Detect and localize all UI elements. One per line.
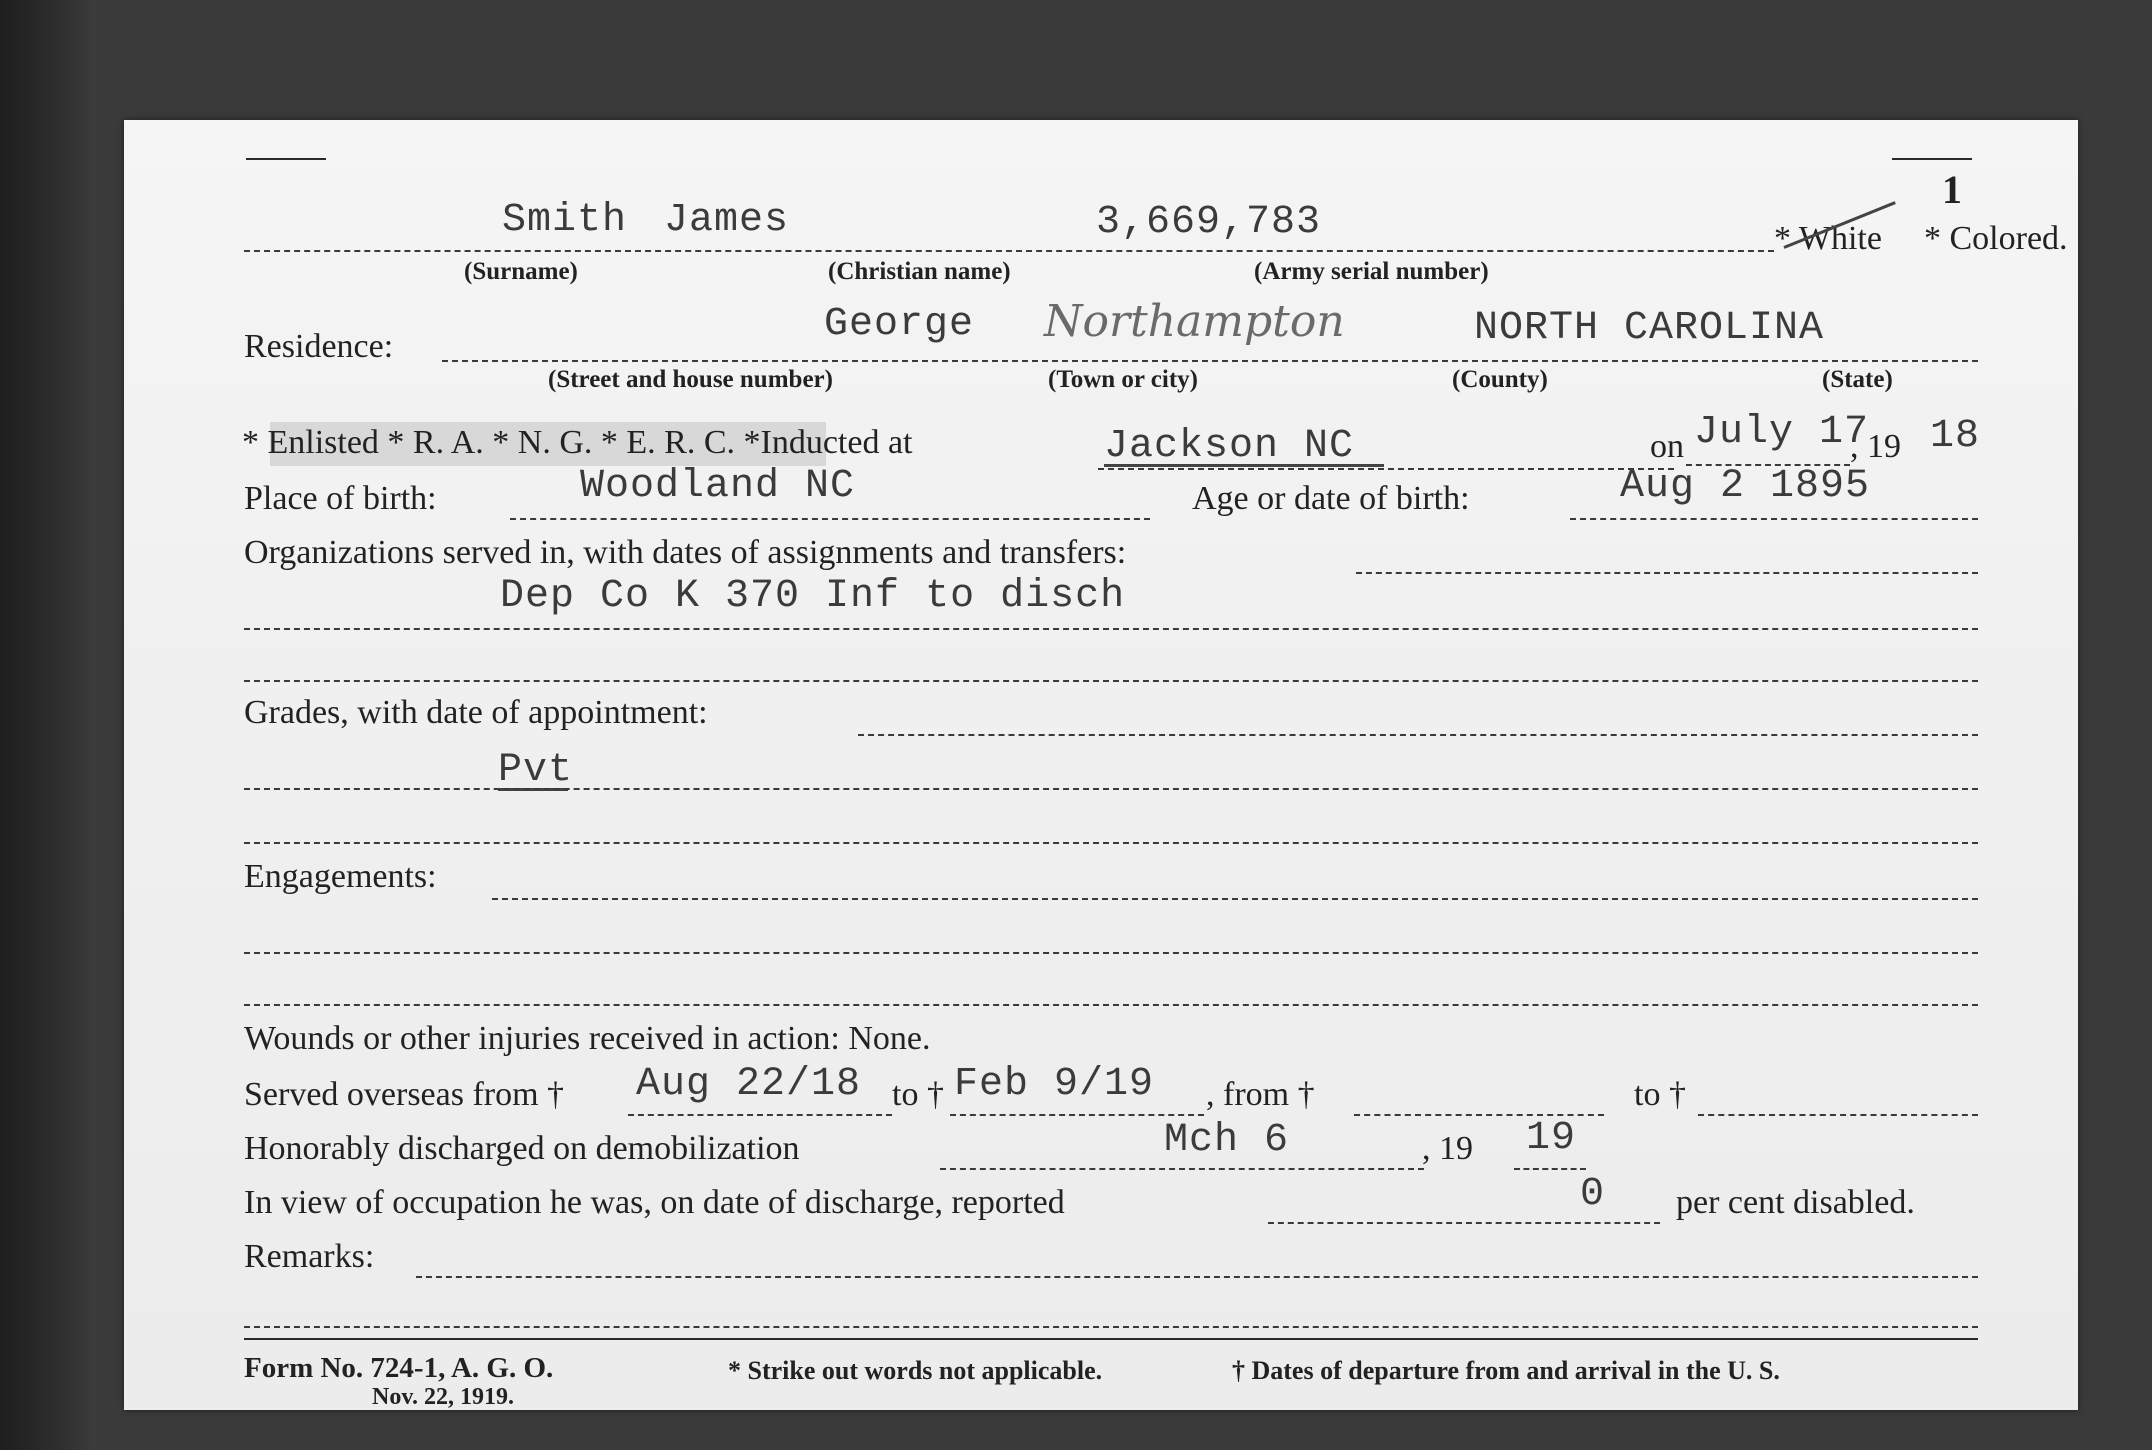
birth-date-label: Age or date of birth: bbox=[1192, 480, 1470, 517]
birth-date-line bbox=[1570, 518, 1978, 520]
form-number: Form No. 724-1, A. G. O. bbox=[244, 1352, 554, 1384]
service-record-card bbox=[124, 120, 2078, 1410]
overseas-to-value: Feb 9/19 bbox=[954, 1062, 1155, 1107]
name-line bbox=[244, 250, 1774, 252]
overseas-to-line bbox=[950, 1114, 1204, 1116]
inducted-at-strikeout bbox=[1104, 464, 1384, 467]
disability-line bbox=[1268, 1222, 1660, 1224]
organizations-label: Organizations served in, with dates of assignments and transfers: bbox=[244, 534, 1127, 571]
remarks-line-2 bbox=[244, 1326, 1978, 1328]
overseas-to-label: to † bbox=[892, 1076, 944, 1113]
birth-date-value: Aug 2 1895 bbox=[1620, 464, 1871, 509]
residence-state-value: NORTH CAROLINA bbox=[1474, 306, 1825, 351]
discharge-year-line bbox=[1514, 1168, 1586, 1170]
organizations-value: Dep Co K 370 Inf to disch bbox=[500, 574, 1126, 619]
residence-label: Residence: bbox=[244, 328, 394, 365]
induction-date-value: July 17 bbox=[1694, 410, 1870, 455]
caption-street: (Street and house number) bbox=[548, 366, 833, 393]
wounds-label: Wounds or other injuries received in action: None. bbox=[244, 1020, 931, 1057]
top-left-rule bbox=[246, 158, 326, 160]
surname-value: Smith bbox=[502, 198, 628, 243]
form-date: Nov. 22, 1919. bbox=[372, 1384, 515, 1410]
grades-line-1 bbox=[858, 734, 1978, 736]
residence-town-value: George bbox=[824, 302, 975, 347]
remarks-bottom-rule bbox=[244, 1338, 1978, 1340]
organizations-line-2 bbox=[244, 628, 1978, 630]
disability-suffix: per cent disabled. bbox=[1676, 1184, 1915, 1221]
caption-christian-name: (Christian name) bbox=[828, 258, 1011, 285]
enlistment-options: * Enlisted * R. A. * N. G. * E. R. C. *Inducted at bbox=[242, 424, 913, 461]
caption-county: (County) bbox=[1452, 366, 1548, 393]
overseas-from-label: Served overseas from † bbox=[244, 1076, 565, 1113]
grades-value: Pvt bbox=[498, 748, 574, 793]
discharge-date-line bbox=[940, 1168, 1424, 1170]
remarks-label: Remarks: bbox=[244, 1238, 375, 1275]
grades-label: Grades, with date of appointment: bbox=[244, 694, 708, 731]
engagements-line-2 bbox=[244, 952, 1978, 954]
footnote-strike-out: * Strike out words not applicable. bbox=[728, 1356, 1103, 1385]
induction-year-value: 18 bbox=[1930, 414, 1981, 459]
on-label: on bbox=[1650, 428, 1684, 465]
caption-serial-number: (Army serial number) bbox=[1254, 258, 1489, 285]
overseas-to2-label: to † bbox=[1634, 1076, 1686, 1113]
induction-year-prefix: , 19 bbox=[1850, 428, 1901, 465]
discharge-year-prefix: , 19 bbox=[1422, 1130, 1473, 1167]
card-number: 1 bbox=[1942, 167, 1962, 212]
race-colored: * Colored. bbox=[1924, 220, 2068, 257]
overseas-from2-label: , from † bbox=[1206, 1076, 1315, 1113]
overseas-to2-line bbox=[1698, 1114, 1978, 1116]
caption-surname: (Surname) bbox=[464, 258, 578, 285]
engagements-label: Engagements: bbox=[244, 858, 437, 895]
overseas-from-value: Aug 22/18 bbox=[636, 1062, 862, 1107]
caption-town: (Town or city) bbox=[1048, 366, 1198, 393]
disability-percent-value: 0 bbox=[1580, 1172, 1606, 1217]
inducted-at-value: Jackson NC bbox=[1104, 424, 1355, 469]
christian-name-value: James bbox=[664, 198, 790, 243]
grades-line-2 bbox=[244, 788, 1978, 790]
engagements-line-1 bbox=[492, 898, 1978, 900]
overseas-from-line bbox=[628, 1114, 892, 1116]
organizations-line-3 bbox=[244, 680, 1978, 682]
grades-line-3 bbox=[244, 842, 1978, 844]
remarks-line-1 bbox=[416, 1276, 1978, 1278]
residence-line bbox=[442, 360, 1978, 362]
engagements-line-3 bbox=[244, 1004, 1978, 1006]
discharge-label: Honorably discharged on demobilization bbox=[244, 1130, 800, 1167]
birth-place-label: Place of birth: bbox=[244, 480, 437, 517]
discharge-date-value: Mch 6 bbox=[1164, 1118, 1290, 1163]
top-right-rule bbox=[1892, 158, 1972, 160]
race-white: * White bbox=[1774, 220, 1882, 257]
disability-label: In view of occupation he was, on date of discharge, reported bbox=[244, 1184, 1065, 1221]
caption-state: (State) bbox=[1822, 366, 1893, 393]
birth-place-line bbox=[510, 518, 1150, 520]
serial-number-value: 3,669,783 bbox=[1096, 200, 1322, 245]
organizations-line-1 bbox=[1356, 572, 1978, 574]
inducted-at-line bbox=[1098, 468, 1674, 470]
footnote-dates: † Dates of departure from and arrival in the U. S. bbox=[1232, 1356, 1780, 1385]
scan-border bbox=[0, 0, 96, 1450]
birth-place-value: Woodland NC bbox=[580, 464, 856, 509]
residence-county-value: Northampton bbox=[1044, 296, 1345, 347]
discharge-year-value: 19 bbox=[1526, 1116, 1577, 1161]
